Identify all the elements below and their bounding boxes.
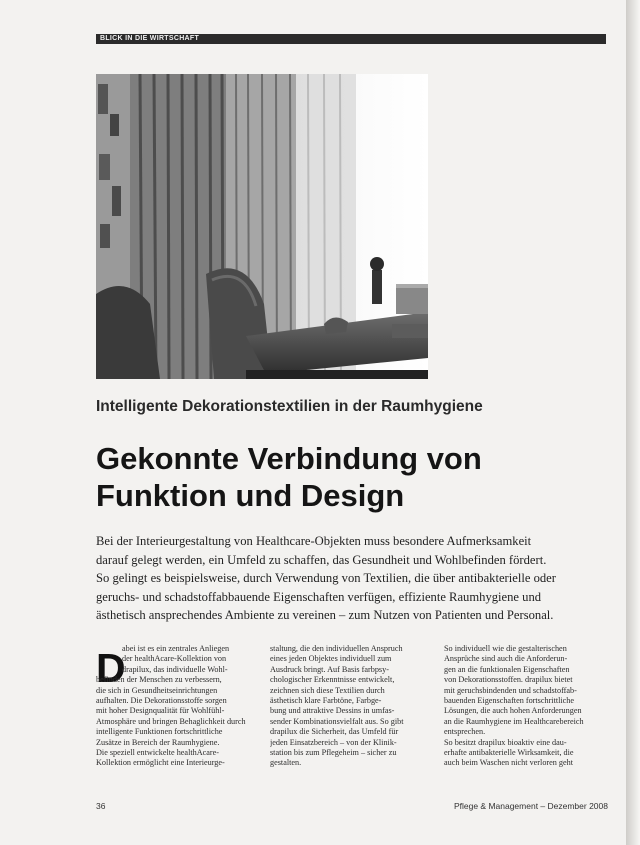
lead-line: So gelingt es beispielsweise, durch Verwendung von Textilien, die über antibakterielle oder xyxy=(96,571,556,586)
body-line: chologischer Erkenntnisse entwickelt, xyxy=(270,675,395,685)
body-line: ästhetisch klare Farbtöne, Farbge- xyxy=(270,696,382,706)
section-label: BLICK IN DIE WIRTSCHAFT xyxy=(96,34,606,44)
body-line: eines jeden Objektes individuell zum xyxy=(270,654,392,664)
body-column-2 xyxy=(270,644,430,769)
body-line: Ausdruck bringt. Auf Basis farbpsy- xyxy=(270,664,389,674)
article-subhead: Intelligente Dekorationstextilien in der Raumhygiene xyxy=(96,398,483,415)
article-headline xyxy=(96,440,596,514)
body-column-1 xyxy=(96,644,256,769)
body-line: auch beim Waschen nicht verloren geht xyxy=(444,758,574,768)
body-line: jeden Einsatzbereich – von der Klinik- xyxy=(270,737,397,747)
body-line: zeichnen sich diese Textilien durch xyxy=(270,685,385,695)
lead-line: darauf gelegt werden, ein Umfeld zu schaffen, das Gesundheit und Wohlbefinden fördert. xyxy=(96,552,547,567)
body-line: bauenden Eigenschaften fortschrittliche xyxy=(444,696,575,706)
body-line: drapilux die Sicherheit, das Umfeld für xyxy=(270,727,399,737)
body-line: von Dekorationsstoffen. drapilux bietet xyxy=(444,675,573,685)
drop-cap: D xyxy=(96,645,126,691)
body-line: Lösungen, die auch hohen Anforderungen xyxy=(444,706,582,716)
body-line: aufhalten. Die Dekorationsstoffe sorgen xyxy=(96,696,227,706)
body-column-3 xyxy=(444,644,604,769)
body-line: Atmosphäre und bringen Behaglichkeit durch xyxy=(96,716,246,726)
page-edge xyxy=(626,0,640,845)
body-line: entsprechen. xyxy=(444,727,486,737)
body-line: drapilux, das individuelle Wohl- xyxy=(122,664,228,674)
headline-line: Funktion und Design xyxy=(96,478,405,513)
body-line: Kollektion ermöglicht eine Interieurge- xyxy=(96,758,225,768)
body-line: gen an die funktionalen Eigenschaften xyxy=(444,664,570,674)
body-line: sender Kombinationsvielfalt aus. So gibt xyxy=(270,716,404,726)
page-number: 36 xyxy=(96,801,106,811)
body-line: So besitzt drapilux bioaktiv eine dau- xyxy=(444,737,567,747)
headline-line: Gekonnte Verbindung von xyxy=(96,441,482,476)
body-line: an die Raumhygiene im Healthcarebereich xyxy=(444,716,584,726)
hero-photo-image xyxy=(96,74,428,379)
body-line: Die speziell entwickelte healthAcare- xyxy=(96,748,219,758)
body-line: erhafte antibakterielle Wirksamkeit, die xyxy=(444,748,574,758)
body-line: befinden der Menschen zu verbessern, xyxy=(96,675,222,685)
body-line: mit geruchsbindenden und schadstoffab- xyxy=(444,685,577,695)
article-lead xyxy=(96,532,608,625)
body-line: gestalten. xyxy=(270,758,302,768)
body-line: Zusätze in Bereich der Raumhygiene. xyxy=(96,737,220,747)
hero-photo xyxy=(96,74,428,379)
body-line: intelligente Funktionen fortschrittliche xyxy=(96,727,223,737)
body-line: staltung, die den individuellen Anspruch xyxy=(270,644,403,653)
lead-line: Bei der Interieurgestaltung von Healthcare-Objekten muss besondere Aufmerksamkeit xyxy=(96,534,532,548)
body-line: station bis zum Pflegeheim – sicher zu xyxy=(270,748,397,758)
body-line: mit hoher Designqualität für Wohlfühl- xyxy=(96,706,225,716)
body-line: der healthAcare-Kollektion von xyxy=(122,654,227,664)
body-line: die sich in Gesundheitseinrichtungen xyxy=(96,685,218,695)
body-line: Ansprüche sind auch die Anforderun- xyxy=(444,654,568,664)
body-line: abei ist es ein zentrales Anliegen xyxy=(122,644,230,653)
body-line: bung und attraktive Dessins in umfas- xyxy=(270,706,395,716)
lead-line: ästhetisch ansprechendes Ambiente zu vereinen – zum Nutzen von Patienten und Personal. xyxy=(96,608,554,623)
body-line: So individuell wie die gestalterischen xyxy=(444,644,567,653)
publication-footer: Pflege & Management – Dezember 2008 xyxy=(453,801,608,811)
lead-line: geruchs- und schadstoffabbauende Eigenschaften verfügen, effiziente Raumhygiene und xyxy=(96,589,542,604)
